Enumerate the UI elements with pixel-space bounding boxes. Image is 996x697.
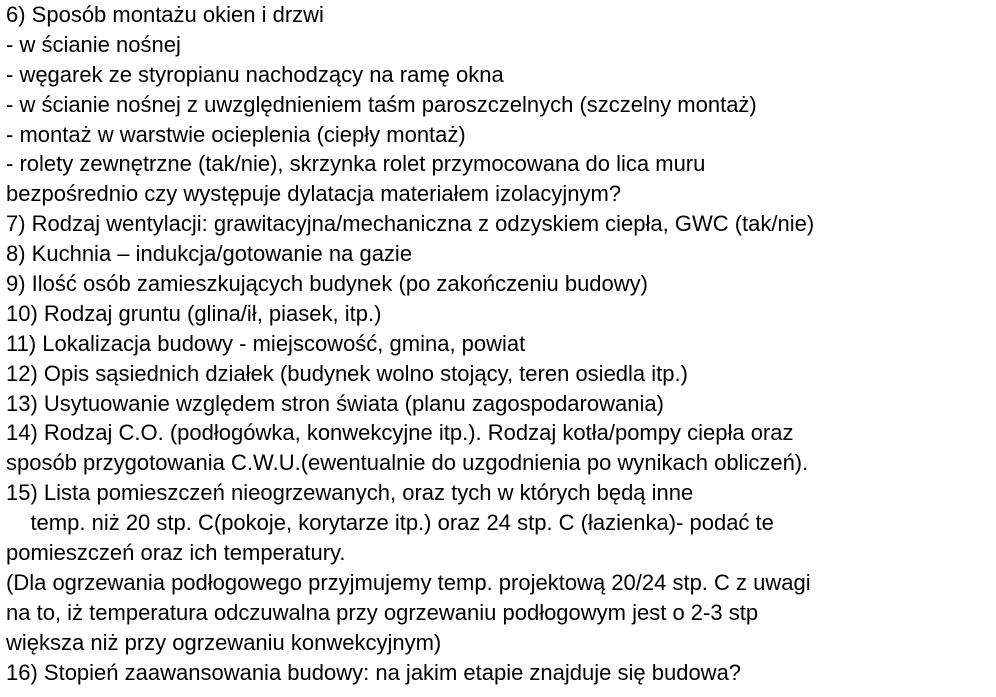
doc-line: 11) Lokalizacja budowy - miejscowość, gmina, powiat <box>6 330 526 356</box>
doc-line: temp. niż 20 stp. C(pokoje, korytarze itp.) oraz 24 stp. C (łazienka)- podać te <box>6 510 774 536</box>
doc-line: 16) Stopień zaawansowania budowy: na jakim etapie znajduje się budowa? <box>6 659 742 685</box>
document-body <box>6 0 994 687</box>
doc-line: 8) Kuchnia – indukcja/gotowanie na gazie <box>6 241 413 267</box>
doc-line: - rolety zewnętrzne (tak/nie), skrzynka rolet przymocowana do lica muru <box>6 151 706 177</box>
doc-line: pomieszczeń oraz ich temperatury. <box>6 540 346 566</box>
doc-line: 13) Usytuowanie względem stron świata (planu zagospodarowania) <box>6 390 664 416</box>
doc-line: większa niż przy ogrzewaniu konwekcyjnym) <box>6 629 442 655</box>
doc-line: - w ścianie nośnej z uwzględnieniem taśm paroszczelnych (szczelny montaż) <box>6 91 757 117</box>
doc-line: 14) Rodzaj C.O. (podłogówka, konwekcyjne itp.). Rodzaj kotła/pompy ciepła oraz <box>6 420 794 446</box>
doc-line: 7) Rodzaj wentylacji: grawitacyjna/mechaniczna z odzyskiem ciepła, GWC (tak/nie) <box>6 211 815 237</box>
doc-line: sposób przygotowania C.W.U.(ewentualnie do uzgodnienia po wynikach obliczeń). <box>6 450 809 476</box>
doc-line: bezpośrednio czy występuje dylatacja materiałem izolacyjnym? <box>6 181 622 207</box>
doc-line: 10) Rodzaj gruntu (glina/ił, piasek, itp.) <box>6 300 382 326</box>
doc-line: 6) Sposób montażu okien i drzwi <box>6 2 324 27</box>
doc-line: - w ścianie nośnej <box>6 31 181 57</box>
doc-line: 9) Ilość osób zamieszkujących budynek (po zakończeniu budowy) <box>6 271 648 297</box>
doc-line: 12) Opis sąsiednich działek (budynek wolno stojący, teren osiedla itp.) <box>6 360 688 386</box>
doc-line: 15) Lista pomieszczeń nieogrzewanych, oraz tych w których będą inne <box>6 480 694 506</box>
doc-line: - węgarek ze styropianu nachodzący na ramę okna <box>6 61 504 87</box>
doc-line: - montaż w warstwie ocieplenia (ciepły montaż) <box>6 121 466 147</box>
doc-line: (Dla ogrzewania podłogowego przyjmujemy temp. projektową 20/24 stp. C z uwagi <box>6 569 811 595</box>
doc-line: na to, iż temperatura odczuwalna przy ogrzewaniu podłogowym jest o 2-3 stp <box>6 599 759 625</box>
